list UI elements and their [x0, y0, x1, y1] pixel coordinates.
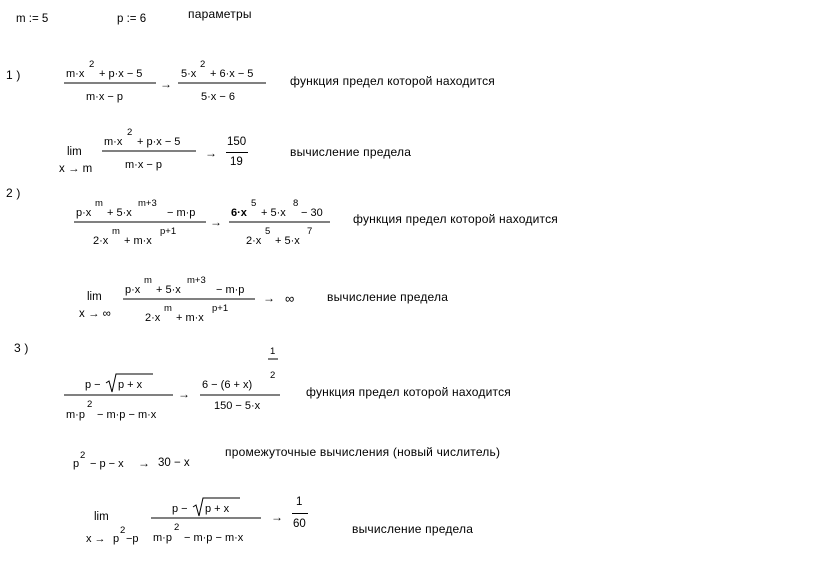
- svg-text:p+1: p+1: [212, 303, 229, 314]
- svg-text:6 − (6 + x): 6 − (6 + x): [202, 379, 253, 391]
- svg-text:5·x − 6: 5·x − 6: [201, 91, 235, 103]
- svg-text:m: m: [144, 275, 152, 286]
- ex3-function-label: функция предел которой находится: [306, 385, 511, 399]
- svg-text:−p: −p: [126, 533, 139, 545]
- svg-text:+ p·x − 5: + p·x − 5: [137, 136, 181, 148]
- svg-text:− m·p: − m·p: [216, 284, 245, 296]
- svg-text:2: 2: [174, 522, 180, 533]
- param-p-definition: p := 6: [117, 13, 147, 25]
- svg-text:→: →: [210, 215, 222, 229]
- svg-text:p+1: p+1: [160, 226, 177, 237]
- svg-text:2: 2: [120, 525, 126, 536]
- svg-text:5·x: 5·x: [181, 68, 197, 80]
- svg-text:m·x: m·x: [104, 136, 123, 148]
- svg-text:p −: p −: [85, 379, 101, 391]
- svg-text:→: →: [160, 77, 172, 91]
- svg-text:5: 5: [265, 226, 271, 237]
- svg-text:+ 5·x: + 5·x: [107, 207, 132, 219]
- ex1-function-label: функция предел которой находится: [290, 74, 495, 88]
- svg-text:2: 2: [80, 450, 86, 461]
- svg-text:→: →: [271, 510, 283, 524]
- svg-text:150 − 5·x: 150 − 5·x: [214, 400, 261, 412]
- svg-text:m·p: m·p: [66, 409, 85, 421]
- svg-text:p + x: p + x: [205, 503, 230, 515]
- svg-text:2: 2: [270, 370, 276, 381]
- ex3-result-fraction-bar: [292, 513, 308, 514]
- ex2-lim-subscript: x → ∞: [79, 308, 111, 320]
- section-number-2: 2 ): [6, 186, 21, 200]
- svg-text:p·x: p·x: [76, 207, 92, 219]
- svg-text:1: 1: [270, 346, 276, 357]
- svg-text:m: m: [95, 198, 103, 209]
- ex3-intermediate-result: 30 − x: [158, 457, 190, 469]
- svg-text:− m·p: − m·p: [167, 207, 196, 219]
- svg-text:+ m·x: + m·x: [176, 312, 204, 324]
- svg-text:m·x − p: m·x − p: [125, 159, 162, 171]
- svg-text:m+3: m+3: [138, 198, 157, 209]
- svg-text:→: →: [178, 387, 190, 401]
- ex2-limit-label: вычисление предела: [327, 290, 449, 304]
- svg-text:2·x: 2·x: [93, 235, 109, 247]
- svg-text:2·x: 2·x: [145, 312, 161, 324]
- svg-text:7: 7: [307, 226, 313, 237]
- section-number-3: 3 ): [14, 341, 29, 355]
- svg-text:2: 2: [87, 399, 93, 410]
- svg-text:2: 2: [200, 59, 206, 70]
- ex2-function-label: функция предел которой находится: [353, 212, 558, 226]
- svg-text:x →: x →: [86, 533, 106, 545]
- ex3-result-denominator: 60: [293, 518, 306, 530]
- svg-text:− m·p − m·x: − m·p − m·x: [97, 409, 157, 421]
- ex1-lim-subscript: x → m: [59, 163, 93, 175]
- svg-text:m·x: m·x: [66, 68, 85, 80]
- ex3-intermediate-label: промежуточные вычисления (новый числитель): [225, 445, 501, 459]
- svg-text:− m·p − m·x: − m·p − m·x: [184, 532, 244, 544]
- ex2-result: ∞: [285, 291, 295, 306]
- ex1-limit-label: вычисление предела: [290, 145, 412, 159]
- svg-text:→: →: [263, 291, 275, 305]
- svg-text:2: 2: [89, 59, 95, 70]
- svg-text:+ 5·x: + 5·x: [156, 284, 181, 296]
- svg-text:→: →: [138, 456, 150, 470]
- svg-text:8: 8: [293, 198, 299, 209]
- ex2-lim-word: lim: [87, 291, 102, 303]
- parameters-label: параметры: [188, 7, 252, 21]
- svg-text:m: m: [112, 226, 120, 237]
- section-number-1: 1 ): [6, 68, 21, 82]
- svg-text:p + x: p + x: [118, 379, 143, 391]
- ex3-lim-word: lim: [94, 511, 109, 523]
- svg-text:+ 6·x − 5: + 6·x − 5: [210, 68, 254, 80]
- ex1-lim-word: lim: [67, 146, 82, 158]
- ex1-result-denominator: 19: [230, 156, 243, 168]
- svg-text:2·x: 2·x: [246, 235, 262, 247]
- svg-text:− p − x: − p − x: [90, 458, 124, 470]
- svg-text:2: 2: [127, 127, 133, 138]
- svg-text:− 30: − 30: [301, 207, 323, 219]
- svg-text:m·p: m·p: [153, 532, 172, 544]
- svg-text:+ p·x − 5: + p·x − 5: [99, 68, 143, 80]
- svg-text:+ m·x: + m·x: [124, 235, 152, 247]
- svg-text:+ 5·x: + 5·x: [261, 207, 286, 219]
- svg-text:m+3: m+3: [187, 275, 206, 286]
- ex3-result-numerator: 1: [296, 496, 303, 508]
- svg-text:6·x: 6·x: [231, 207, 247, 219]
- ex3-limit-label: вычисление предела: [352, 522, 474, 536]
- svg-text:+ 5·x: + 5·x: [275, 235, 300, 247]
- svg-text:p: p: [73, 458, 80, 470]
- svg-text:m: m: [164, 303, 172, 314]
- svg-text:→: →: [205, 146, 217, 160]
- svg-text:p −: p −: [172, 503, 188, 515]
- param-m-definition: m := 5: [16, 13, 49, 25]
- ex1-result-numerator: 150: [227, 136, 247, 148]
- svg-text:m·x − p: m·x − p: [86, 91, 123, 103]
- svg-text:5: 5: [251, 198, 257, 209]
- svg-text:p: p: [113, 533, 120, 545]
- svg-text:p·x: p·x: [125, 284, 141, 296]
